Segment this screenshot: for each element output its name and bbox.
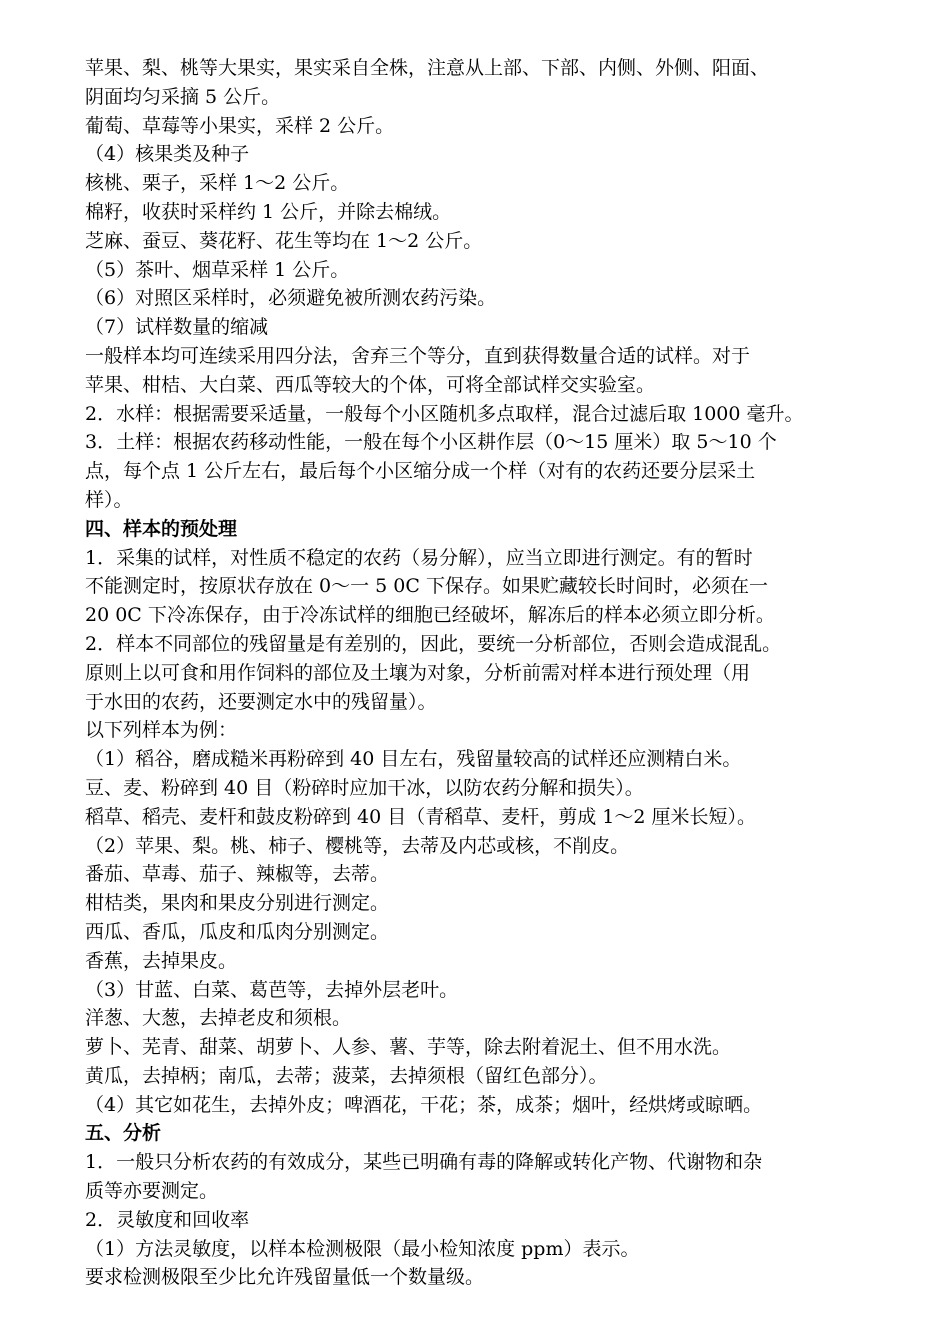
text-line: 豆、麦、粉碎到 40 目（粉碎时应加干冰，以防农药分解和损失）。 xyxy=(85,776,644,799)
text-line: 洋葱、大葱，去掉老皮和须根。 xyxy=(85,1007,352,1030)
text-line: 番茄、草毒、茄子、辣椒等，去蒂。 xyxy=(85,863,390,886)
text-line: 于水田的农药，还要测定水中的残留量）。 xyxy=(85,690,437,713)
section-heading: 四、样本的预处理 xyxy=(85,517,238,540)
text-line: 萝卜、芜青、甜菜、胡萝卜、人参、薯、芋等，除去附着泥土、但不用水洗。 xyxy=(85,1036,732,1059)
text-line: （7）试样数量的缩减 xyxy=(85,316,269,339)
text-line: （1）方法灵敏度，以样本检测极限（最小检知浓度 ppm）表示。 xyxy=(85,1237,640,1260)
text-line: （1）稻谷，磨成糙米再粉碎到 40 目左右，残留量较高的试样还应测精白米。 xyxy=(85,748,742,771)
text-line: 苹果、柑桔、大白菜、西瓜等较大的个体，可将全部试样交实验室。 xyxy=(85,373,656,396)
text-line: 以下列样本为例： xyxy=(85,719,238,742)
text-line: 样）。 xyxy=(85,488,133,511)
text-line: 1．一般只分析农药的有效成分，某些已明确有毒的降解或转化产物、代谢物和杂 xyxy=(85,1151,763,1174)
text-line: （3）甘蓝、白菜、葛芭等，去掉外层老叶。 xyxy=(85,978,459,1001)
text-line: 西瓜、香瓜，瓜皮和瓜肉分别测定。 xyxy=(85,920,390,943)
text-line: （5）茶叶、烟草采样 1 公斤。 xyxy=(85,258,350,281)
text-line: 柑桔类，果肉和果皮分别进行测定。 xyxy=(85,892,390,915)
text-line: 2．样本不同部位的残留量是有差别的，因此，要统一分析部位，否则会造成混乱。 xyxy=(85,632,782,655)
text-line: 一般样本均可连续采用四分法，舍弃三个等分，直到获得数量合适的试样。对于 xyxy=(85,344,751,367)
text-line: （4）核果类及种子 xyxy=(85,143,250,166)
text-line: 芝麻、蚕豆、葵花籽、花生等均在 1～2 公斤。 xyxy=(85,229,483,252)
text-line: （2）苹果、梨。桃、柿子、樱桃等，去蒂及内芯或核，不削皮。 xyxy=(85,834,630,857)
text-line: 2．水样：根据需要采适量，一般每个小区随机多点取样，混合过滤后取 1000 毫升。 xyxy=(85,402,804,425)
text-line: 1．采集的试样，对性质不稳定的农药（易分解），应当立即进行测定。有的暂时 xyxy=(85,546,753,569)
text-line: 核桃、栗子，采样 1～2 公斤。 xyxy=(85,172,350,195)
text-line: 葡萄、草莓等小果实，采样 2 公斤。 xyxy=(85,114,395,137)
text-line: 阴面均匀采摘 5 公斤。 xyxy=(85,85,281,108)
text-line: 2．灵敏度和回收率 xyxy=(85,1208,250,1231)
text-line: 20 0C 下冷冻保存，由于冷冻试样的细胞已经破坏，解冻后的样本必须立即分析。 xyxy=(85,604,775,627)
text-line: （4）其它如花生，去掉外皮；啤酒花，干花；茶，成茶；烟叶，经烘烤或晾晒。 xyxy=(85,1093,763,1116)
text-line: 原则上以可食和用作饲料的部位及土壤为对象，分析前需对样本进行预处理（用 xyxy=(85,661,751,684)
text-line: （6）对照区采样时，必须避免被所测农药污染。 xyxy=(85,287,497,310)
text-line: 点，每个点 1 公斤左右，最后每个小区缩分成一个样（对有的农药还要分层采土 xyxy=(85,460,756,483)
text-line: 不能测定时，按原状存放在 0～一 5 0C 下保存。如果贮藏较长时间时，必须在一 xyxy=(85,575,768,598)
text-line: 3．土样：根据农药移动性能，一般在每个小区耕作层（0～15 厘米）取 5～10 个 xyxy=(85,431,777,454)
text-line: 稻草、稻壳、麦杆和鼓皮粉碎到 40 目（青稻草、麦杆，剪成 1～2 厘米长短）。 xyxy=(85,805,757,828)
text-line: 棉籽，收获时采样约 1 公斤，并除去棉绒。 xyxy=(85,200,452,223)
text-line: 质等亦要测定。 xyxy=(85,1180,219,1203)
section-heading: 五、分析 xyxy=(85,1122,162,1145)
text-line: 黄瓜，去掉柄；南瓜，去蒂；菠菜，去掉须根（留红色部分）。 xyxy=(85,1064,608,1087)
text-line: 香蕉，去掉果皮。 xyxy=(85,949,238,972)
text-line: 苹果、梨、桃等大果实，果实采自全株，注意从上部、下部、内侧、外侧、阳面、 xyxy=(85,57,770,79)
text-line: 要求检测极限至少比允许残留量低一个数量级。 xyxy=(85,1266,485,1289)
